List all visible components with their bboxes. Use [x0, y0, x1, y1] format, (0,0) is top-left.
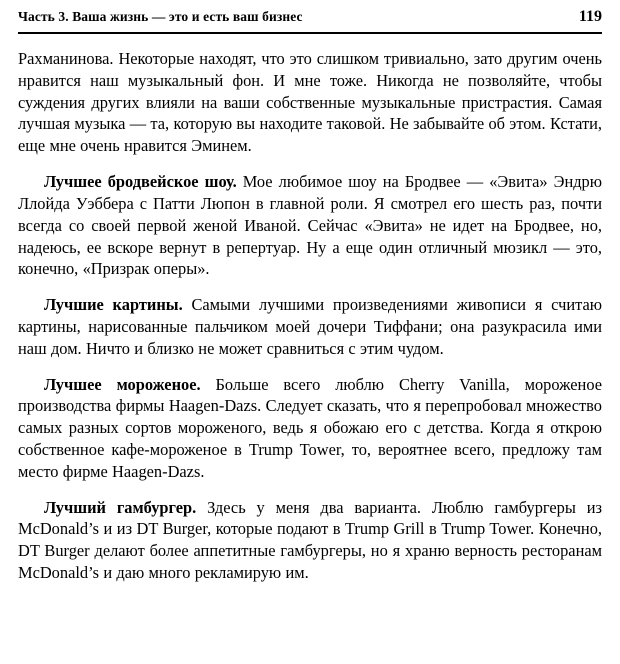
paragraph-continuation	[18, 48, 602, 157]
paragraph-lead-in: Лучшее бродвейское шоу.	[44, 172, 237, 192]
page-header	[0, 0, 620, 26]
paragraph-lead-in: Лучший гамбургер.	[44, 497, 197, 517]
page-number: 119	[578, 8, 602, 25]
paragraph-best-broadway-show	[18, 171, 602, 280]
page-body	[0, 34, 620, 584]
paragraph-best-ice-cream	[18, 374, 602, 483]
paragraph-lead-in: Лучшее мороженое.	[44, 374, 201, 394]
paragraph-best-paintings	[18, 294, 602, 359]
running-title: Часть 3. Ваша жизнь — это и есть ваш бизнес	[18, 9, 303, 24]
paragraph-text: Больше всего люблю Cherry Vanilla, мороженое производства фирмы Haagen-Dazs. Следует сказать, что я перепробовал множество самых разных сортов мороженого, ведь я обожаю его с детства. Когда я открою собственное кафе-мороженое в Trump Tower, то, вероятнее всего, предложу там место фирме Haagen-Dazs.	[18, 374, 602, 481]
paragraph-text: Здесь у меня два варианта. Люблю гамбургеры из McDonald’s и из DT Burger, которые подают в Trump Grill в Trump Tower. Конечно, DT Burger делают более аппетитные гамбургеры, но я храню верность ресторанам McDonald’s и даю много рекламирую им.	[18, 497, 602, 583]
paragraph-text: Мое любимое шоу на Бродвее — «Эвита» Эндрю Ллойда Уэббера с Патти Люпон в главной роли. Я смотрел его шесть раз, почти всегда со своей первой женой Иваной. Сейчас «Эвита» не идет на Бродвее, но, надеюсь, ее вскоре вернут в репертуар. Ну а еще один отличный мюзикл — это, конечно, «Призрак оперы».	[18, 172, 603, 279]
paragraph-text: Самыми лучшими произведениями живописи я считаю картины, нарисованные пальчиком моей дочери Тиффани; она разукрасила ими наш дом. Ничто и близко не может сравниться с этим чудом.	[18, 295, 602, 358]
paragraph-best-burger	[18, 497, 602, 584]
paragraph-text: Рахманинова. Некоторые находят, что это слишком тривиально, зато другим очень нравится наш музыкальный фон. И мне тоже. Никогда не позволяйте, чтобы суждения других влияли на ваши собственные музыкальные пристрастия. Самая лучшая музыка — та, которую вы находите таковой. Не забывайте об этом. Кстати, еще мне очень нравится Эминем.	[18, 49, 602, 156]
paragraph-lead-in: Лучшие картины.	[44, 295, 183, 315]
